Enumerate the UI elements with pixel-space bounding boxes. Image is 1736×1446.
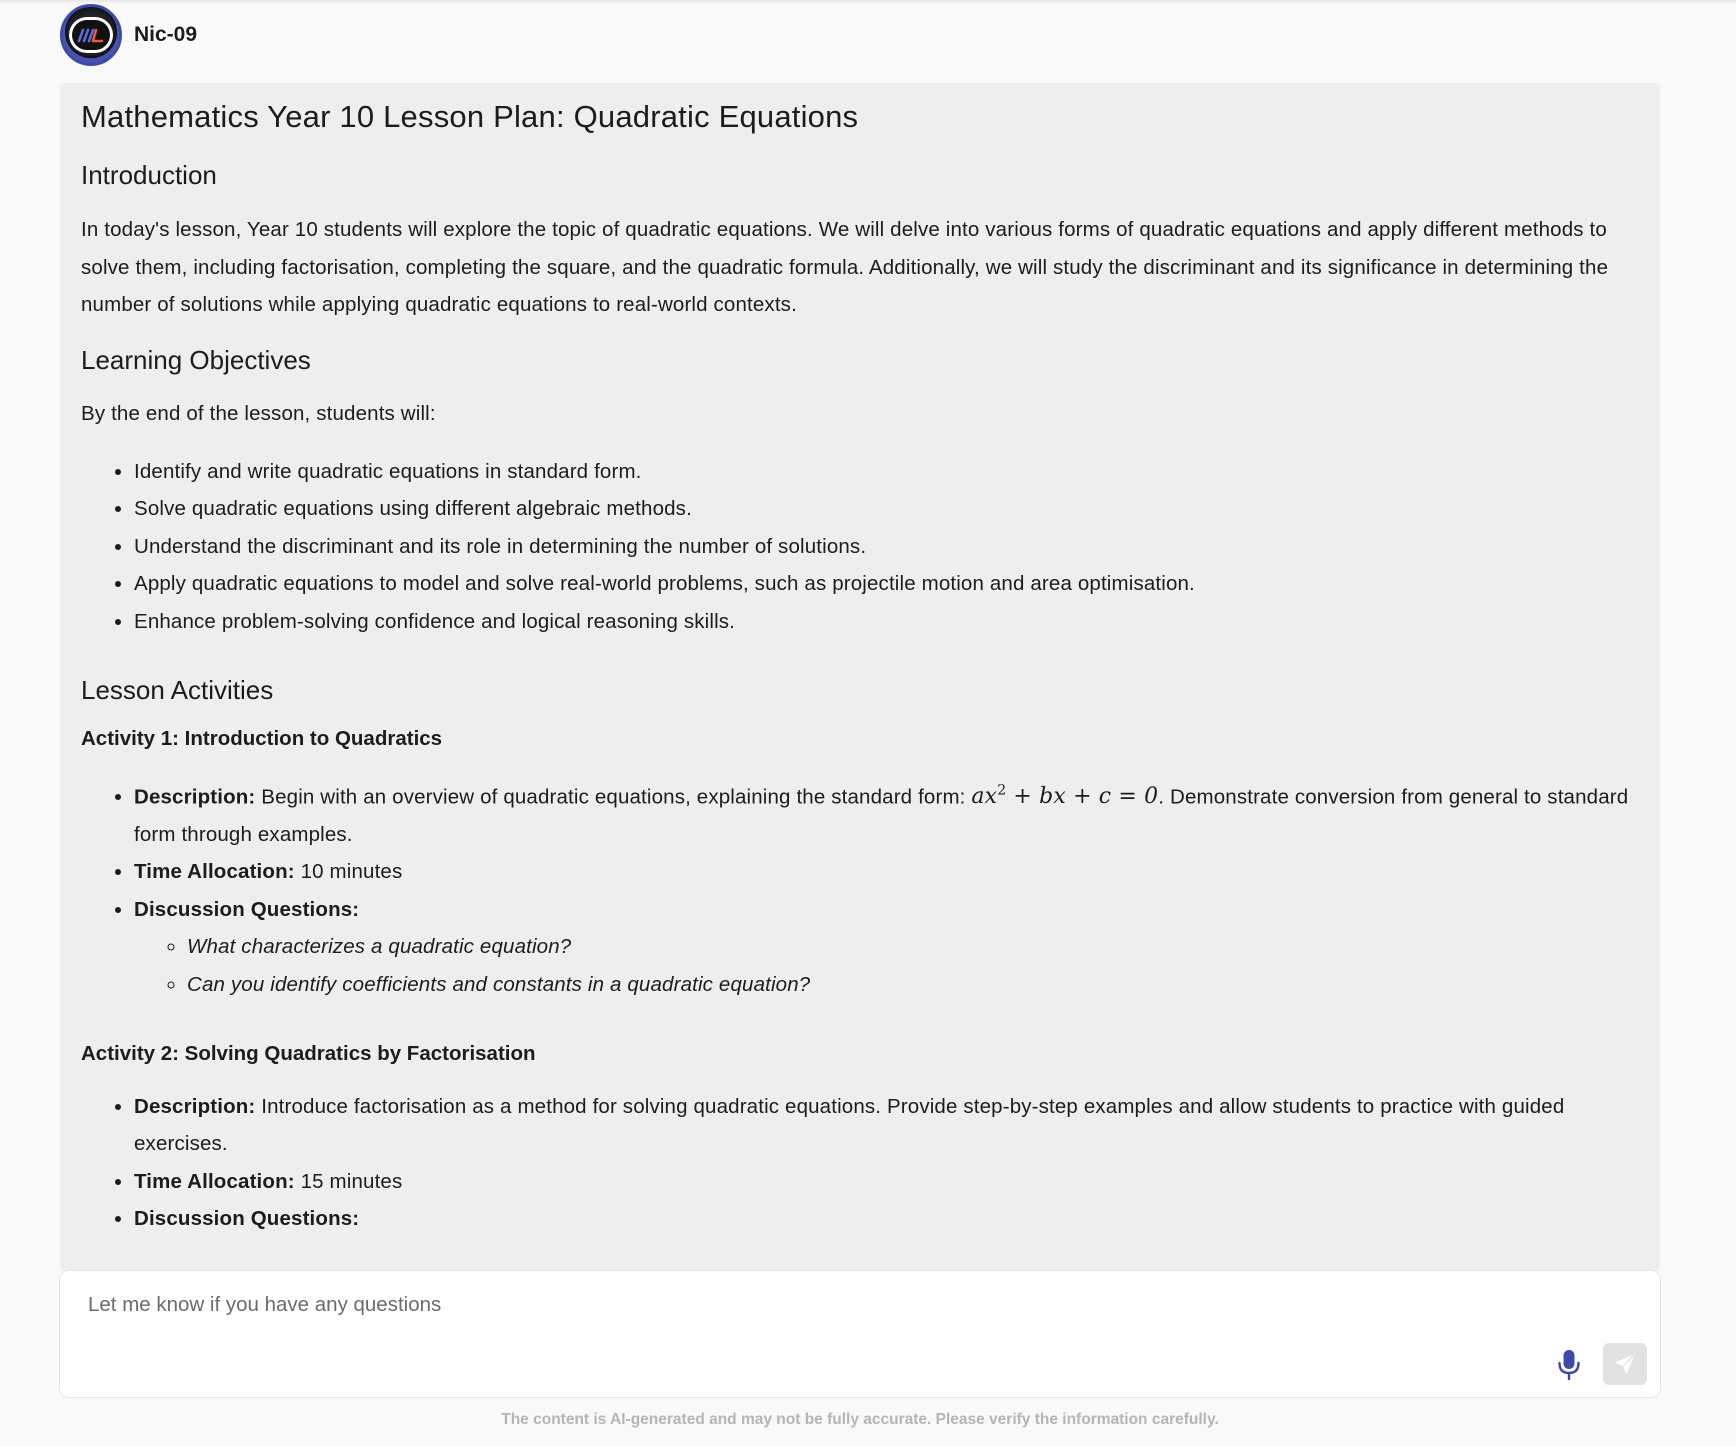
objectives-list	[81, 453, 1639, 641]
activity-2-questions	[134, 1200, 1639, 1238]
send-icon	[1613, 1352, 1637, 1376]
time-value: 15 minutes	[300, 1169, 403, 1193]
agent-avatar	[60, 4, 122, 66]
activity-1-description	[134, 773, 1639, 853]
list-item: ◦ What characterizes a quadratic equation?	[187, 928, 1639, 966]
activity-1-list	[81, 773, 1639, 1003]
assistant-message	[60, 83, 1660, 1271]
agent-header	[60, 3, 197, 67]
top-shadow	[0, 0, 1736, 4]
time-value: 10 minutes	[300, 860, 403, 884]
list-item: • Enhance problem-solving confidence and logical reasoning skills.	[134, 603, 1639, 641]
objectives-lead: By the end of the lesson, students will:	[81, 402, 436, 426]
message-composer	[59, 1270, 1661, 1398]
time-label: Time Allocation:	[134, 1169, 295, 1193]
description-text-end: . Demonstrate conversion from general to standard form through examples.	[134, 785, 1629, 846]
list-item: • Apply quadratic equations to model and solve real-world problems, such as projectile motion and area optimisation.	[134, 565, 1639, 603]
standard-form-formula: $ax^2$ + bx + c = 0	[971, 782, 1159, 810]
activity-1-time	[134, 853, 1639, 891]
list-item: ◦ Can you identify coefficients and constants in a quadratic equation?	[187, 966, 1639, 1004]
activity-1-questions	[134, 891, 1639, 1004]
description-label: Description:	[134, 1094, 256, 1118]
activity-2-description	[134, 1088, 1639, 1163]
questions-label: Discussion Questions:	[134, 1207, 360, 1231]
introduction-heading: Introduction	[81, 160, 217, 191]
description-text: Begin with an overview of quadratic equations, explaining the standard form:	[261, 785, 972, 809]
description-text: Introduce factorisation as a method for solving quadratic equations. Provide step-by-step examples and allow students to practice with guided exercises.	[134, 1094, 1565, 1156]
list-item: • Understand the discriminant and its role in determining the number of solutions.	[134, 528, 1639, 566]
send-button[interactable]	[1603, 1343, 1647, 1385]
agent-logo-icon	[76, 26, 106, 44]
questions-list	[134, 928, 1639, 1003]
ai-disclaimer: The content is AI-generated and may not be fully accurate. Please verify the information carefully.	[501, 1411, 1219, 1428]
activity-2-time	[134, 1163, 1639, 1201]
activities-heading: Lesson Activities	[81, 675, 274, 706]
introduction-text: In today's lesson, Year 10 students will explore the topic of quadratic equations. We will delve into various forms of quadratic equations and apply different methods to solve them, including factorisation, completing the square, and the quadratic formula. Additionally, we will study the discriminant and its significance in determining the number of solutions while applying quadratic equations to real-world contexts.	[81, 218, 1609, 317]
time-label: Time Allocation:	[134, 860, 295, 884]
list-item: • Identify and write quadratic equations in standard form.	[134, 453, 1639, 491]
activity-2-list	[81, 1088, 1639, 1238]
objectives-heading: Learning Objectives	[81, 344, 311, 375]
activity-2-title: Activity 2: Solving Quadratics by Factorisation	[81, 1042, 536, 1066]
agent-name: Nic-09	[134, 23, 198, 46]
questions-label: Discussion Questions:	[134, 897, 360, 921]
mic-button[interactable]	[1551, 1345, 1587, 1385]
list-item: • Solve quadratic equations using different algebraic methods.	[134, 490, 1639, 528]
lesson-title: Mathematics Year 10 Lesson Plan: Quadratic Equations	[81, 99, 859, 134]
message-input[interactable]	[88, 1293, 1588, 1317]
microphone-icon	[1557, 1349, 1581, 1381]
description-label: Description:	[134, 785, 256, 809]
activity-1-title: Activity 1: Introduction to Quadratics	[81, 727, 443, 751]
